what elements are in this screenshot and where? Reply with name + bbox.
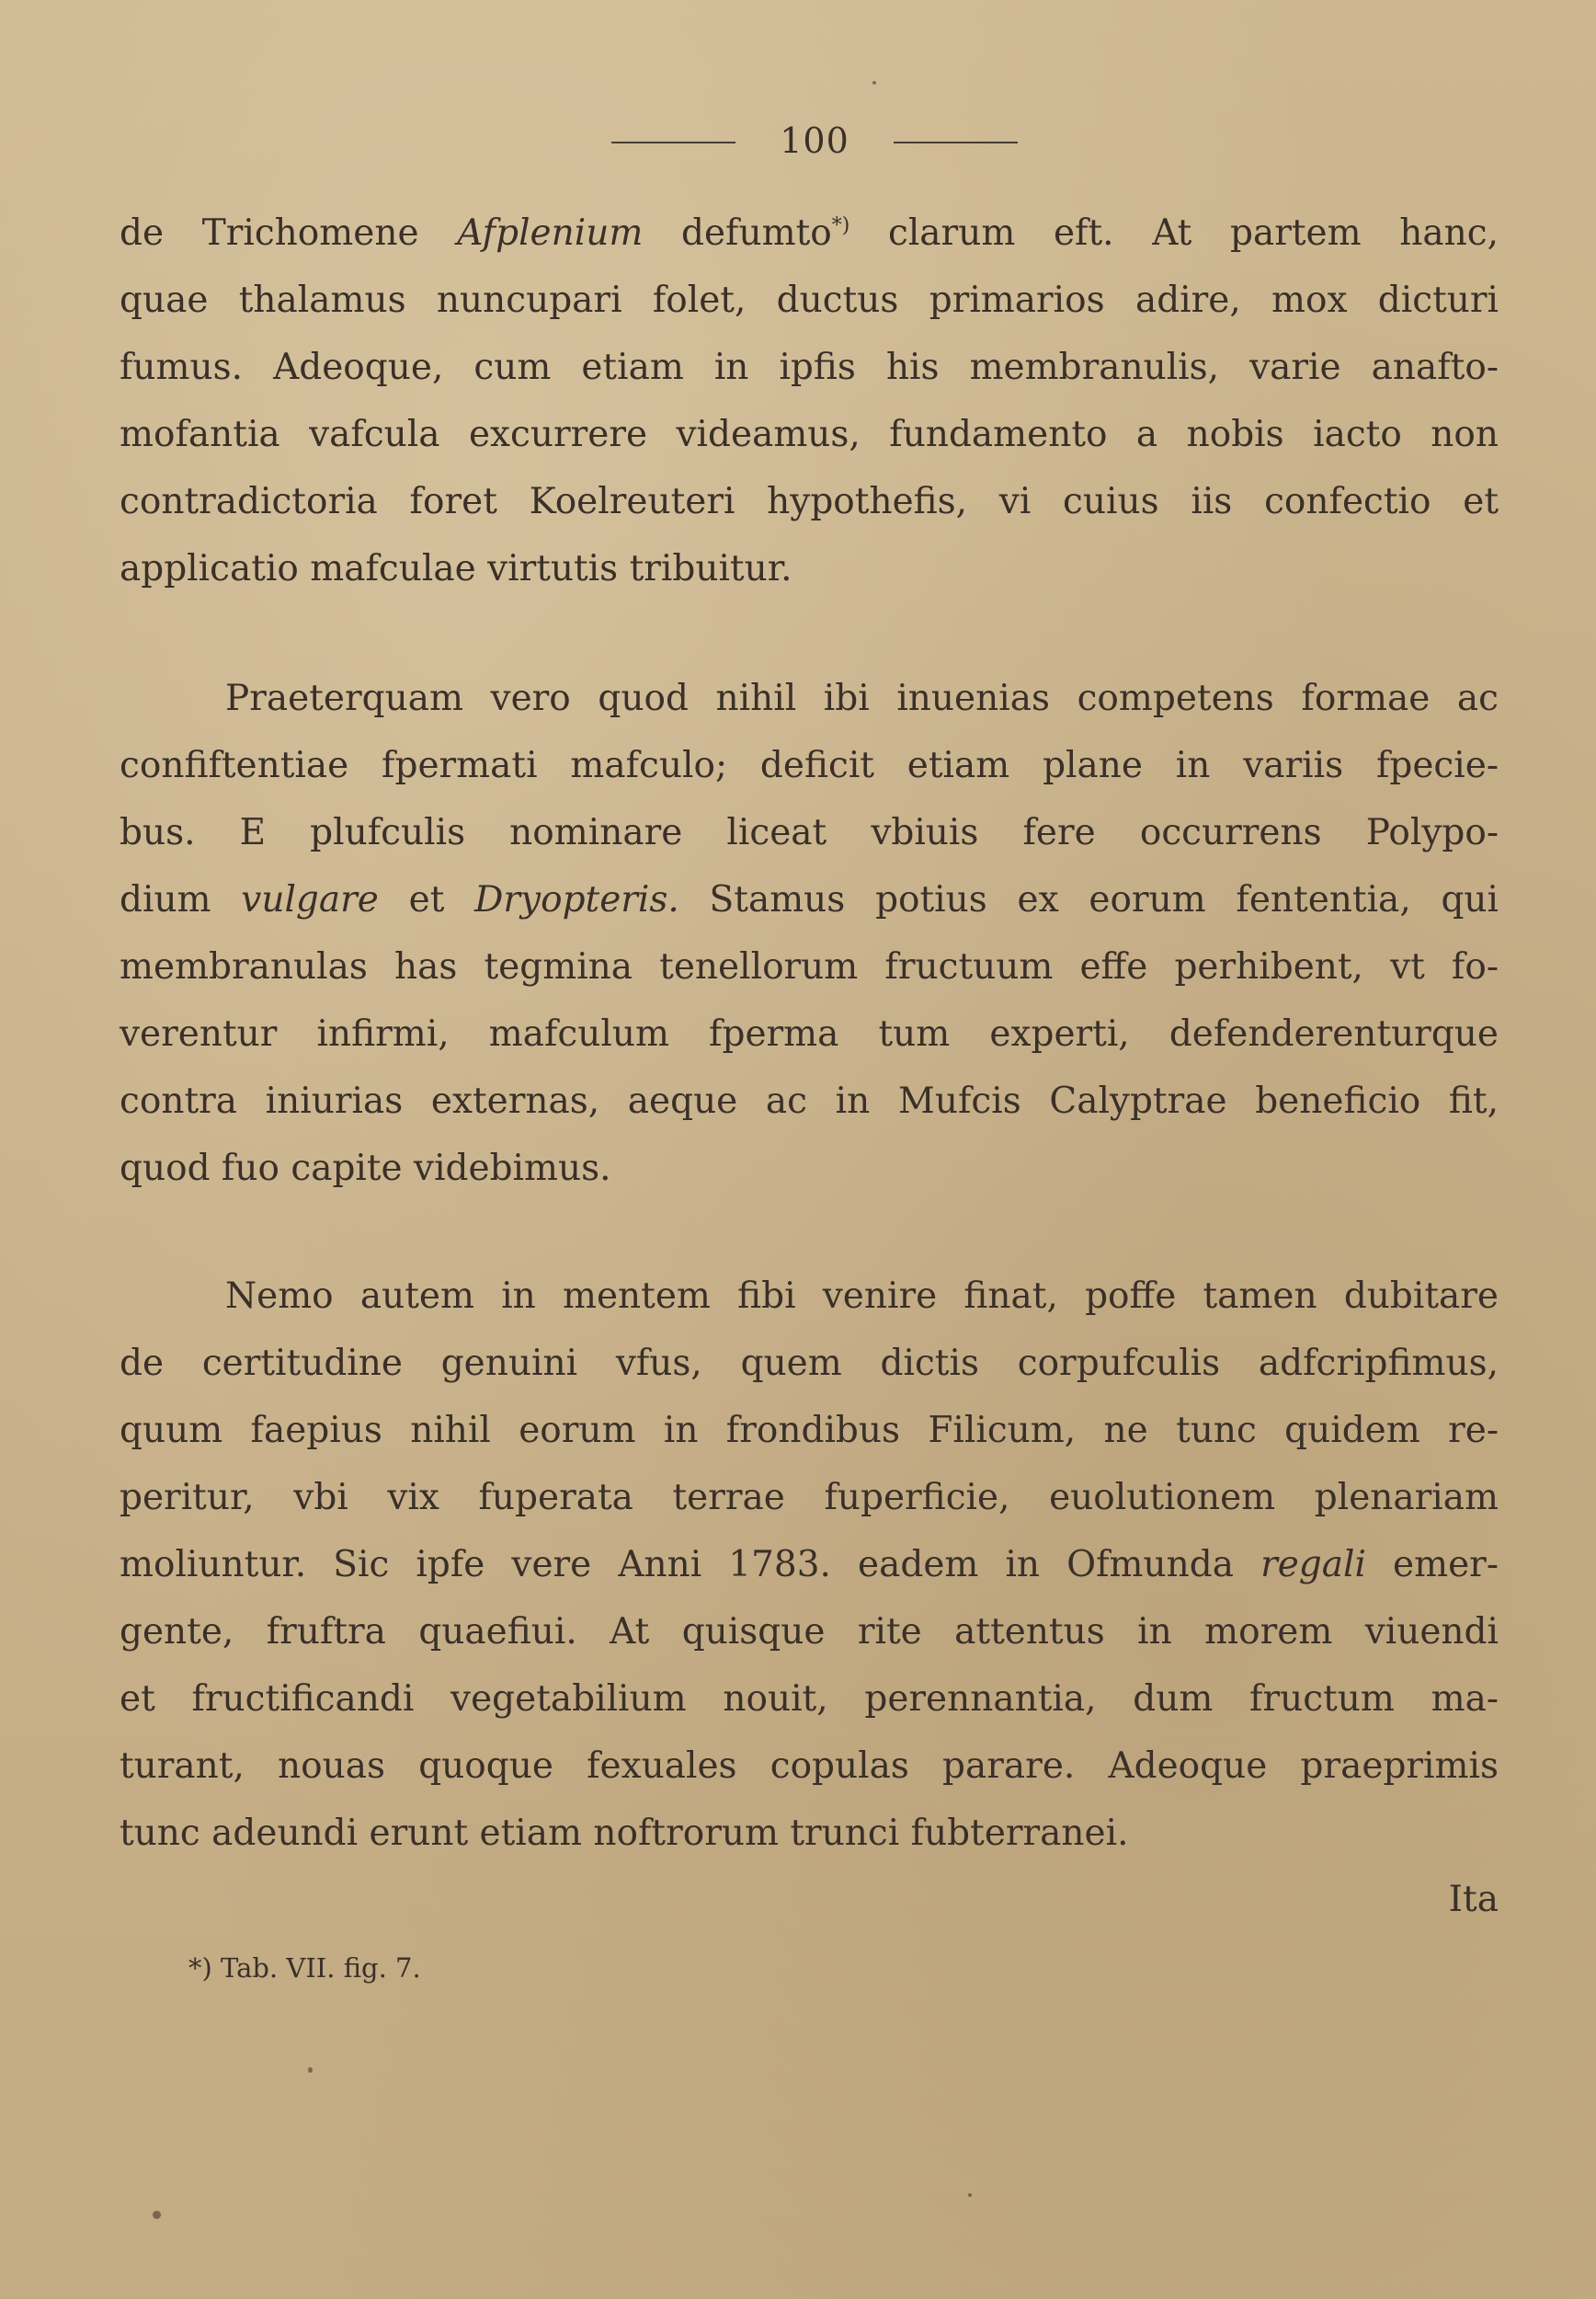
catchword: Ita xyxy=(1448,1879,1499,1920)
text-line: turant, nouas quoque fexuales copulas parare. Adeoque praeprimis xyxy=(120,1745,1499,1787)
paper-speck xyxy=(872,81,876,85)
italic-term: Afplenium xyxy=(457,212,644,254)
text-line: quum faepius nihil eorum in frondibus Filicum, ne tunc quidem re- xyxy=(120,1410,1499,1451)
text-span: defumto xyxy=(643,212,832,254)
text-line: quae thalamus nuncupari folet, ductus primarios adire, mox dicturi xyxy=(120,280,1499,321)
text-span: emer- xyxy=(1365,1544,1499,1585)
text-line: quod fuo capite videbimus. xyxy=(120,1148,611,1189)
text-line: Praeterquam vero quod nihil ibi inuenias competens formae ac xyxy=(225,678,1499,719)
text-span: et xyxy=(378,879,475,921)
paper-speck xyxy=(968,2193,972,2197)
text-line: mofantia vafcula excurrere videamus, fundamento a nobis iacto non xyxy=(120,414,1499,455)
page-header xyxy=(0,118,1596,164)
paper-speck xyxy=(308,2067,313,2073)
footnote: *) Tab. VII. fig. 7. xyxy=(188,1952,421,1984)
page-number: 100 xyxy=(780,120,849,161)
text-line: de certitudine genuini vfus, quem dictis corpufculis adfcripfimus, xyxy=(120,1343,1499,1384)
paper-speck xyxy=(153,2211,161,2219)
text-line: bus. E plufculis nominare liceat vbiuis fere occurrens Polypo- xyxy=(120,812,1499,853)
text-line: membranulas has tegmina tenellorum fructuum effe perhibent, vt fo- xyxy=(120,946,1499,988)
text-span: moliuntur. Sic ipfe vere Anni 1783. eadem in Ofmunda xyxy=(120,1544,1261,1585)
text-line: tunc adeundi erunt etiam noftrorum trunci fubterranei. xyxy=(120,1813,1129,1854)
text-line: gente, fruftra quaefiui. At quisque rite attentus in morem viuendi xyxy=(120,1611,1499,1653)
header-rule-left xyxy=(611,142,735,143)
text-line: verentur infirmi, mafculum fperma tum experti, defenderenturque xyxy=(120,1013,1499,1055)
text-line: peritur, vbi vix fuperata terrae fuperficie, euolutionem plenariam xyxy=(120,1477,1499,1518)
text-span: Stamus potius ex eorum fententia, qui xyxy=(678,879,1499,921)
text-line: fumus. Adeoque, cum etiam in ipfis his membranulis, varie anafto- xyxy=(120,347,1499,388)
header-rule-right xyxy=(894,142,1018,143)
italic-term: regali xyxy=(1260,1544,1366,1585)
text-line: et fructificandi vegetabilium nouit, perennantia, dum fructum ma- xyxy=(120,1678,1499,1720)
text-span: dium xyxy=(120,879,242,921)
text-span: de Trichomene xyxy=(120,212,458,254)
text-line: confiftentiae fpermati mafculo; deficit etiam plane in variis fpecie- xyxy=(120,745,1499,786)
text-line: contradictoria foret Koelreuteri hypothefis, vi cuius iis confectio et xyxy=(120,481,1499,522)
italic-term: vulgare xyxy=(241,879,379,921)
footnote-reference: *) xyxy=(831,214,850,237)
text-span: clarum eft. At partem hanc, xyxy=(849,212,1499,254)
text-line: applicatio mafculae virtutis tribuitur. xyxy=(120,548,792,589)
text-line xyxy=(120,1539,1499,1591)
text-line xyxy=(120,208,1499,259)
text-line: contra iniurias externas, aeque ac in Mufcis Calyptrae beneficio fit, xyxy=(120,1081,1499,1122)
text-line: Nemo autem in mentem fibi venire finat, poffe tamen dubitare xyxy=(225,1275,1499,1317)
italic-term: Dryopteris. xyxy=(474,879,679,921)
text-line xyxy=(120,875,1499,926)
